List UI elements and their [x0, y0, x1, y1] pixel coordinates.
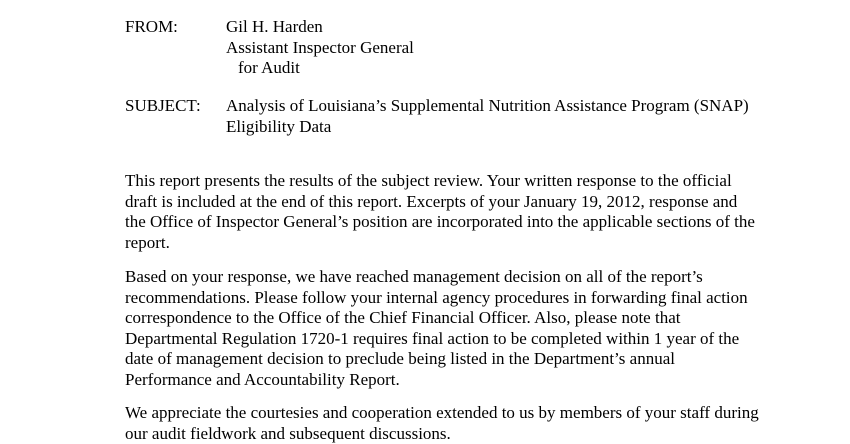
paragraph-line: our audit fieldwork and subsequent discussions.	[125, 424, 765, 444]
paragraph-line: correspondence to the Office of the Chief Financial Officer. Also, please note that	[125, 308, 765, 329]
paragraph-line: Departmental Regulation 1720-1 requires final action to be completed within 1 year of the	[125, 329, 765, 350]
from-value	[226, 17, 414, 79]
paragraph-2	[125, 267, 765, 390]
paragraph-line: date of management decision to preclude being listed in the Department’s annual	[125, 349, 765, 370]
from-title-continued: for Audit	[226, 58, 414, 79]
paragraph-line: Performance and Accountability Report.	[125, 370, 765, 391]
subject-row	[125, 96, 749, 137]
paragraph-line: draft is included at the end of this report. Excerpts of your January 19, 2012, response and	[125, 192, 765, 213]
paragraph-line: We appreciate the courtesies and cooperation extended to us by members of your staff during	[125, 403, 765, 424]
from-title: Assistant Inspector General	[226, 38, 414, 59]
paragraph-1	[125, 171, 765, 253]
from-name: Gil H. Harden	[226, 17, 414, 38]
paragraph-line: the Office of Inspector General’s position are incorporated into the applicable sections of the	[125, 212, 765, 233]
from-label: FROM:	[125, 17, 226, 79]
subject-label: SUBJECT:	[125, 96, 226, 137]
subject-line-1: Analysis of Louisiana’s Supplemental Nutrition Assistance Program (SNAP)	[226, 96, 749, 117]
paragraph-3	[125, 403, 765, 444]
paragraph-line: Based on your response, we have reached management decision on all of the report’s	[125, 267, 765, 288]
paragraph-line: recommendations. Please follow your internal agency procedures in forwarding final action	[125, 288, 765, 309]
paragraph-line: This report presents the results of the subject review. Your written response to the official	[125, 171, 765, 192]
paragraph-line: report.	[125, 233, 765, 254]
from-row	[125, 17, 414, 79]
subject-line-2: Eligibility Data	[226, 117, 749, 138]
subject-value	[226, 96, 749, 137]
